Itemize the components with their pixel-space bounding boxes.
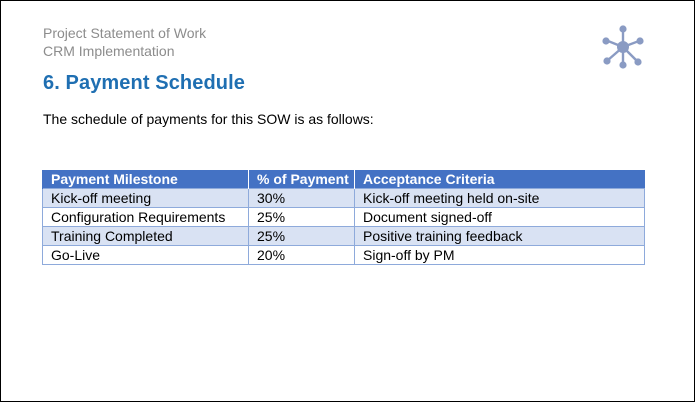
percent-cell: 30% bbox=[249, 189, 355, 208]
table-header-row bbox=[43, 170, 645, 189]
network-hub-icon bbox=[599, 23, 647, 71]
header-title: Project Statement of Work bbox=[43, 25, 207, 41]
percent-cell: 25% bbox=[249, 227, 355, 246]
criteria-cell: Document signed-off bbox=[355, 208, 645, 227]
column-header-milestone: Payment Milestone bbox=[43, 170, 249, 189]
table-row bbox=[43, 246, 645, 265]
percent-cell: 25% bbox=[249, 208, 355, 227]
table-row bbox=[43, 189, 645, 208]
percent-cell: 20% bbox=[249, 246, 355, 265]
header-subtitle: CRM Implementation bbox=[43, 43, 175, 59]
intro-paragraph: The schedule of payments for this SOW is as follows: bbox=[43, 111, 374, 127]
milestone-cell: Configuration Requirements bbox=[43, 208, 249, 227]
table-row bbox=[43, 208, 645, 227]
document-header bbox=[43, 24, 206, 60]
criteria-cell: Sign-off by PM bbox=[355, 246, 645, 265]
column-header-percent: % of Payment bbox=[249, 170, 355, 189]
milestone-cell: Training Completed bbox=[43, 227, 249, 246]
section-title: 6. Payment Schedule bbox=[43, 72, 245, 94]
table-row bbox=[43, 227, 645, 246]
criteria-cell: Kick-off meeting held on-site bbox=[355, 189, 645, 208]
payment-schedule-table bbox=[42, 170, 645, 265]
criteria-cell: Positive training feedback bbox=[355, 227, 645, 246]
column-header-criteria: Acceptance Criteria bbox=[355, 170, 645, 189]
milestone-cell: Kick-off meeting bbox=[43, 189, 249, 208]
milestone-cell: Go-Live bbox=[43, 246, 249, 265]
